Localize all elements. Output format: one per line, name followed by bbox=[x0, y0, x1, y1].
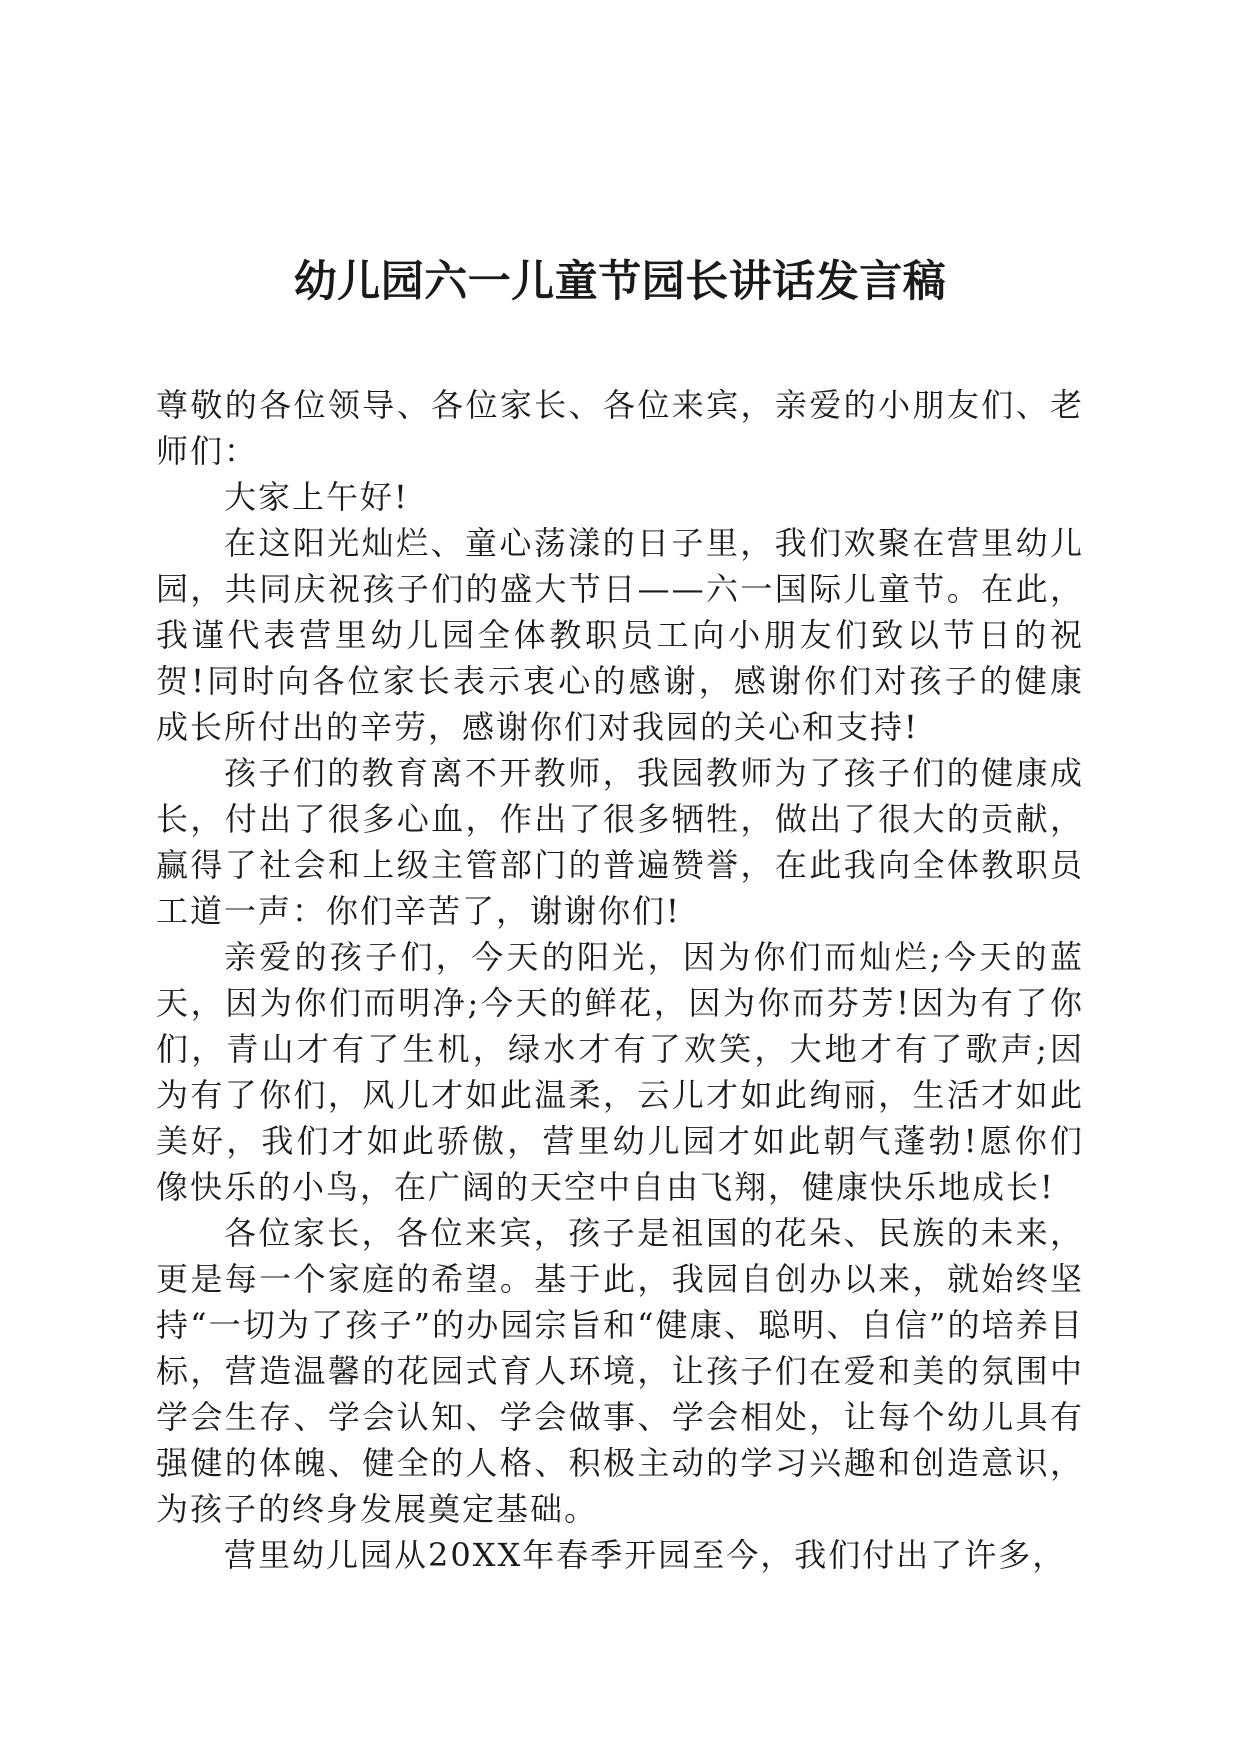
salutation-paragraph: 尊敬的各位领导、各位家长、各位来宾，亲爱的小朋友们、老师们： bbox=[156, 386, 1084, 470]
body-paragraph: 营里幼儿园从20XX年春季开园至今，我们付出了许多， bbox=[224, 1536, 1067, 1574]
body-paragraph: 孩子们的教育离不开教师，我园教师为了孩子们的健康成长，付出了很多心血，作出了很多牺牲，做出了很大的贡献，赢得了社会和上级主管部门的普遍赞誉，在此我向全体教职员工道一声：你们辛苦了，谢谢你们! bbox=[156, 754, 1084, 930]
body-paragraph: 各位家长，各位来宾，孩子是祖国的花朵、民族的未来，更是每一个家庭的希望。基于此，我园自创办以来，就始终坚持“一切为了孩子”的办园宗旨和“健康、聪明、自信”的培养目标，营造温馨的花园式育人环境，让孩子们在爱和美的氛围中学会生存、学会认知、学会做事、学会相处，让每个幼儿具有强健的体魄、健全的人格、积极主动的学习兴趣和创造意识，为孩子的终身发展奠定基础。 bbox=[156, 1214, 1084, 1528]
document-body bbox=[156, 382, 1084, 1578]
body-paragraph: 亲爱的孩子们，今天的阳光，因为你们而灿烂;今天的蓝天，因为你们而明净;今天的鲜花，因为你而芬芳!因为有了你们，青山才有了生机，绿水才有了欢笑，大地才有了歌声;因为有了你们，风儿才如此温柔，云儿才如此绚丽，生活才如此美好，我们才如此骄傲，营里幼儿园才如此朝气蓬勃!愿你们像快乐的小鸟，在广阔的天空中自由飞翔，健康快乐地成长! bbox=[156, 938, 1084, 1206]
document-title: 幼儿园六一儿童节园长讲话发言稿 bbox=[293, 257, 947, 307]
body-paragraph: 在这阳光灿烂、童心荡漾的日子里，我们欢聚在营里幼儿园，共同庆祝孩子们的盛大节日——六一国际儿童节。在此，我谨代表营里幼儿园全体教职员工向小朋友们致以节日的祝贺!同时向各位家长表示衷心的感谢，感谢你们对孩子的健康成长所付出的辛劳，感谢你们对我园的关心和支持! bbox=[156, 524, 1084, 746]
greeting-paragraph: 大家上午好! bbox=[224, 478, 409, 516]
